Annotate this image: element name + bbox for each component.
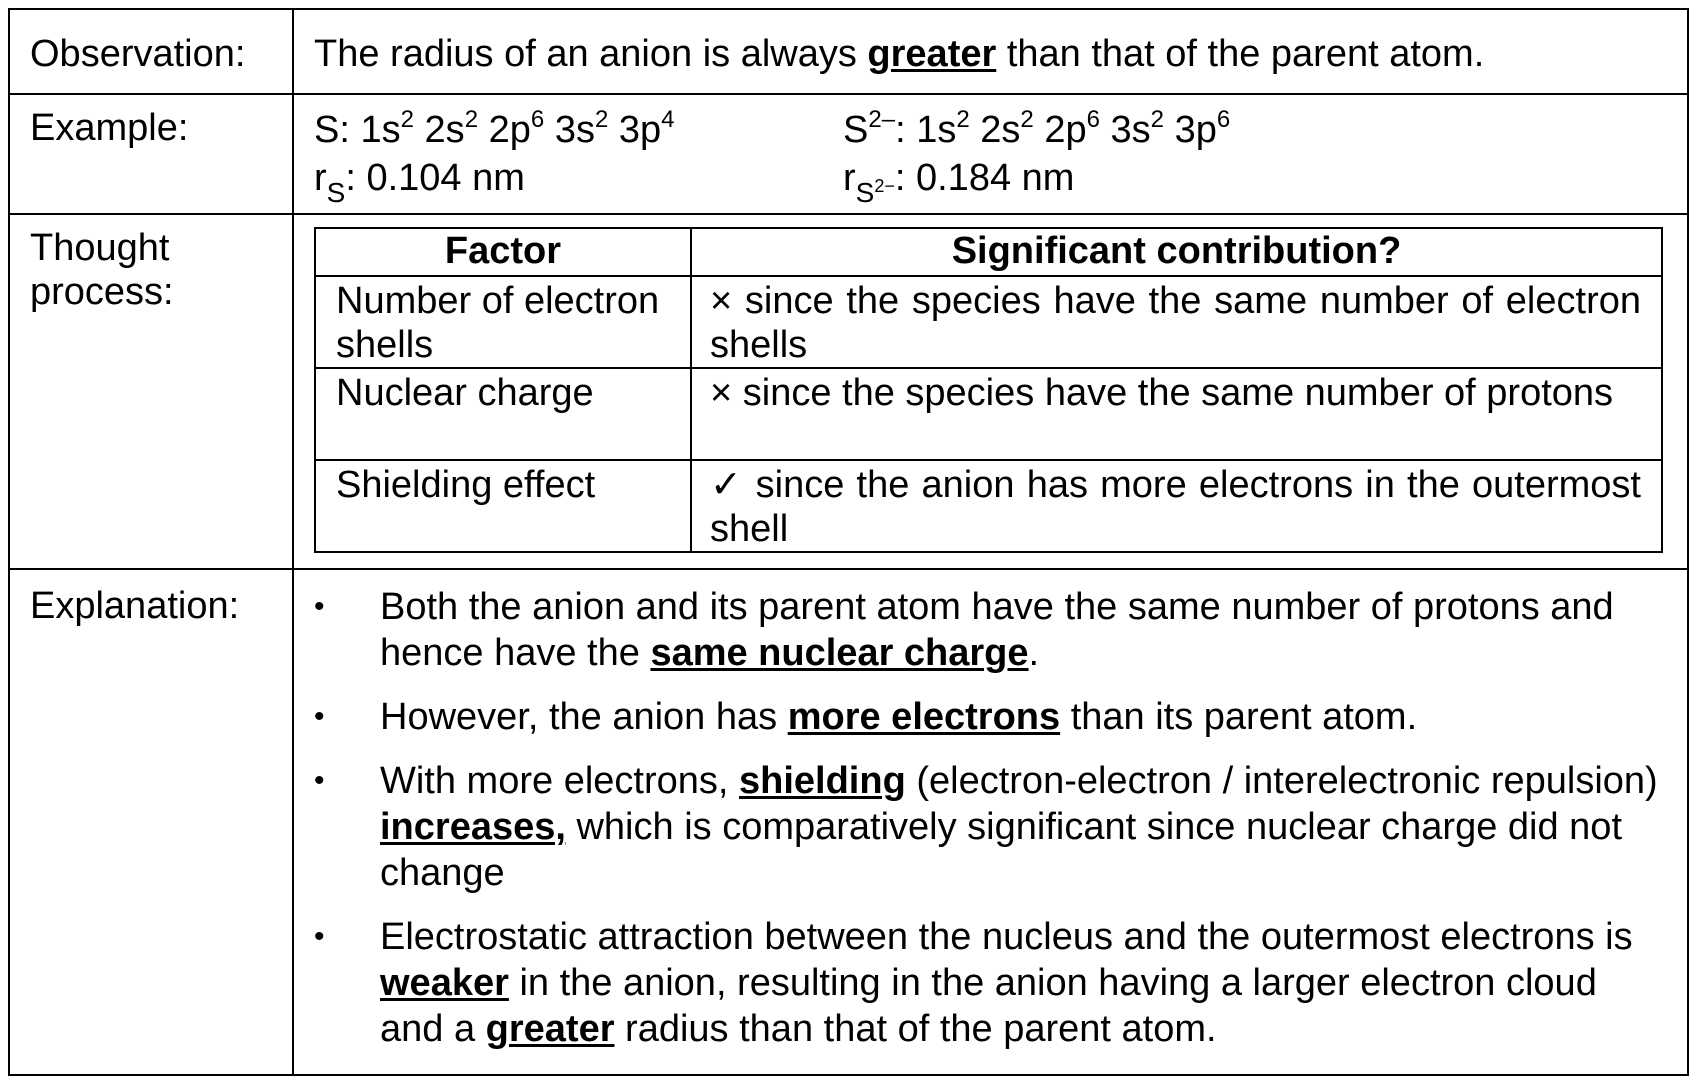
anion-orbital-name: 3p xyxy=(1174,109,1217,151)
atom-orbital xyxy=(544,106,609,151)
observation-row xyxy=(9,9,1688,94)
atom-radius xyxy=(314,154,675,208)
atom-radius-subscript: S xyxy=(326,177,346,208)
anion-configuration xyxy=(843,106,1230,154)
atom-orbitals xyxy=(360,106,675,151)
explanation-label: Explanation: xyxy=(30,585,240,627)
anion-example xyxy=(843,106,1231,208)
explanation-text: than its parent atom. xyxy=(1060,696,1418,738)
explanation-text: Electrostatic attraction between the nucleus and the outermost electrons is xyxy=(380,916,1633,958)
contribution-header: Significant contribution? xyxy=(691,228,1662,276)
explanation-point xyxy=(294,584,1667,676)
example-content-cell xyxy=(293,94,1688,214)
explanation-text: Both the anion and its parent atom have the same number of protons and hence have the xyxy=(380,586,1614,674)
anion-config-prefix: : xyxy=(895,109,917,151)
explanation-point xyxy=(294,914,1667,1052)
explanation-text: in the anion, resulting in the anion having a larger electron cloud and a xyxy=(380,962,1597,1050)
atom-orbital-electrons: 2 xyxy=(594,106,609,133)
atom-orbital-name: 2p xyxy=(488,109,531,151)
factor-reason: since the species have the same number of electron shells xyxy=(710,280,1641,366)
explanation-text: radius than that of the parent atom. xyxy=(614,1008,1217,1050)
explanation-text: (electron-electron / interelectronic repulsion) xyxy=(905,760,1658,802)
anion-radius xyxy=(843,154,1230,208)
explanation-label-cell xyxy=(9,569,293,1075)
factor-reason: since the species have the same number of protons xyxy=(732,372,1614,414)
observation-text-before: The radius of an anion is always xyxy=(314,33,868,75)
atom-orbital-name: 3p xyxy=(618,109,662,151)
factor-table xyxy=(314,227,1663,553)
anion-orbital-name: 2p xyxy=(1044,109,1087,151)
observation-content-cell xyxy=(293,9,1688,94)
anion-charge: 2– xyxy=(868,106,896,133)
observation-emphasis: greater xyxy=(867,33,997,75)
factor-row xyxy=(315,368,1662,460)
anion-orbital-electrons: 6 xyxy=(1086,106,1100,133)
cross-mark-icon: × xyxy=(710,372,733,414)
explanation-emphasis: same nuclear charge xyxy=(650,632,1029,674)
atom-orbital-name: 1s xyxy=(360,109,401,151)
factor-reason: since the anion has more electrons in the outermost shell xyxy=(710,464,1641,550)
anion-orbital xyxy=(1164,106,1231,151)
explanation-list xyxy=(294,570,1687,1052)
explanation-text: . xyxy=(1028,632,1040,674)
factor-name: Number of electron shells xyxy=(315,276,691,368)
anion-radius-symbol: r xyxy=(843,157,856,199)
factor-row xyxy=(315,276,1662,368)
bullet-icon: • xyxy=(314,764,325,797)
atom-orbital-electrons: 2 xyxy=(400,106,414,133)
anion-orbital-electrons: 2 xyxy=(956,106,970,133)
atom-orbital-electrons: 4 xyxy=(661,106,675,133)
check-mark-icon: ✓ xyxy=(710,464,744,506)
anion-radius-subscript-charge: 2− xyxy=(874,176,895,196)
anion-radius-subscript-symbol: S xyxy=(855,177,875,208)
atom-example xyxy=(314,106,675,208)
explanation-text: With more electrons, xyxy=(380,760,739,802)
anion-orbital-name: 1s xyxy=(916,109,957,151)
explanation-point xyxy=(294,758,1667,896)
example-label: Example: xyxy=(30,107,189,149)
explanation-emphasis: greater xyxy=(485,1008,615,1050)
explanation-point xyxy=(294,694,1667,740)
cross-mark-icon: × xyxy=(710,280,733,322)
anion-orbital xyxy=(1100,106,1165,151)
anion-orbital-electrons: 6 xyxy=(1216,106,1231,133)
anion-orbital-electrons: 2 xyxy=(1150,106,1165,133)
explanation-emphasis: weaker xyxy=(380,962,509,1004)
anion-orbital-electrons: 2 xyxy=(1020,106,1034,133)
observation-label-cell xyxy=(9,9,293,94)
factor-contribution xyxy=(691,368,1662,460)
anion-radius-value: : 0.184 nm xyxy=(894,157,1075,199)
anion-orbital xyxy=(1034,106,1100,151)
explanation-row xyxy=(9,569,1688,1075)
notes-table xyxy=(8,8,1689,1076)
factor-name: Shielding effect xyxy=(315,460,691,552)
example-label-cell xyxy=(9,94,293,214)
example-row xyxy=(9,94,1688,214)
anion-radius-subscript xyxy=(856,177,895,208)
anion-orbital-name: 3s xyxy=(1110,109,1151,151)
thought-process-row xyxy=(9,214,1688,569)
bullet-icon: • xyxy=(314,590,325,623)
atom-radius-value: : 0.104 nm xyxy=(345,157,525,199)
factor-contribution xyxy=(691,460,1662,552)
anion-orbital-name: 2s xyxy=(980,109,1021,151)
atom-orbital xyxy=(478,106,545,151)
bullet-icon: • xyxy=(314,700,325,733)
thought-process-content-cell xyxy=(293,214,1688,569)
atom-orbital-name: 3s xyxy=(554,109,595,151)
factor-header: Factor xyxy=(315,228,691,276)
thought-process-label: Thought process: xyxy=(30,227,174,313)
explanation-content-cell xyxy=(293,569,1688,1075)
explanation-emphasis: shielding xyxy=(739,760,906,802)
observation-text-after: than that of the parent atom. xyxy=(996,33,1485,75)
atom-orbital-electrons: 6 xyxy=(530,106,545,133)
explanation-text: However, the anion has xyxy=(380,696,788,738)
thought-process-label-cell xyxy=(9,214,293,569)
factor-table-header-row xyxy=(315,228,1662,276)
atom-orbital-electrons: 2 xyxy=(464,106,479,133)
atom-config-prefix: : xyxy=(339,109,361,151)
bullet-icon: • xyxy=(314,920,325,953)
atom-symbol: S xyxy=(314,109,340,151)
factor-contribution xyxy=(691,276,1662,368)
atom-orbital xyxy=(360,106,414,151)
explanation-text: which is comparatively significant since nuclear charge did not change xyxy=(380,806,1622,894)
anion-orbital xyxy=(916,106,970,151)
explanation-emphasis: increases, xyxy=(380,806,566,848)
anion-orbital xyxy=(970,106,1034,151)
observation-label: Observation: xyxy=(30,33,246,75)
factor-row xyxy=(315,460,1662,552)
anion-orbitals xyxy=(916,106,1231,151)
factor-name: Nuclear charge xyxy=(315,368,691,460)
observation-text xyxy=(294,10,1687,76)
atom-orbital-name: 2s xyxy=(424,109,465,151)
atom-orbital xyxy=(414,106,479,151)
explanation-emphasis: more electrons xyxy=(787,696,1061,738)
atom-orbital xyxy=(608,106,675,151)
anion-symbol: S xyxy=(843,109,869,151)
atom-configuration xyxy=(314,106,675,154)
atom-radius-symbol: r xyxy=(314,157,327,199)
